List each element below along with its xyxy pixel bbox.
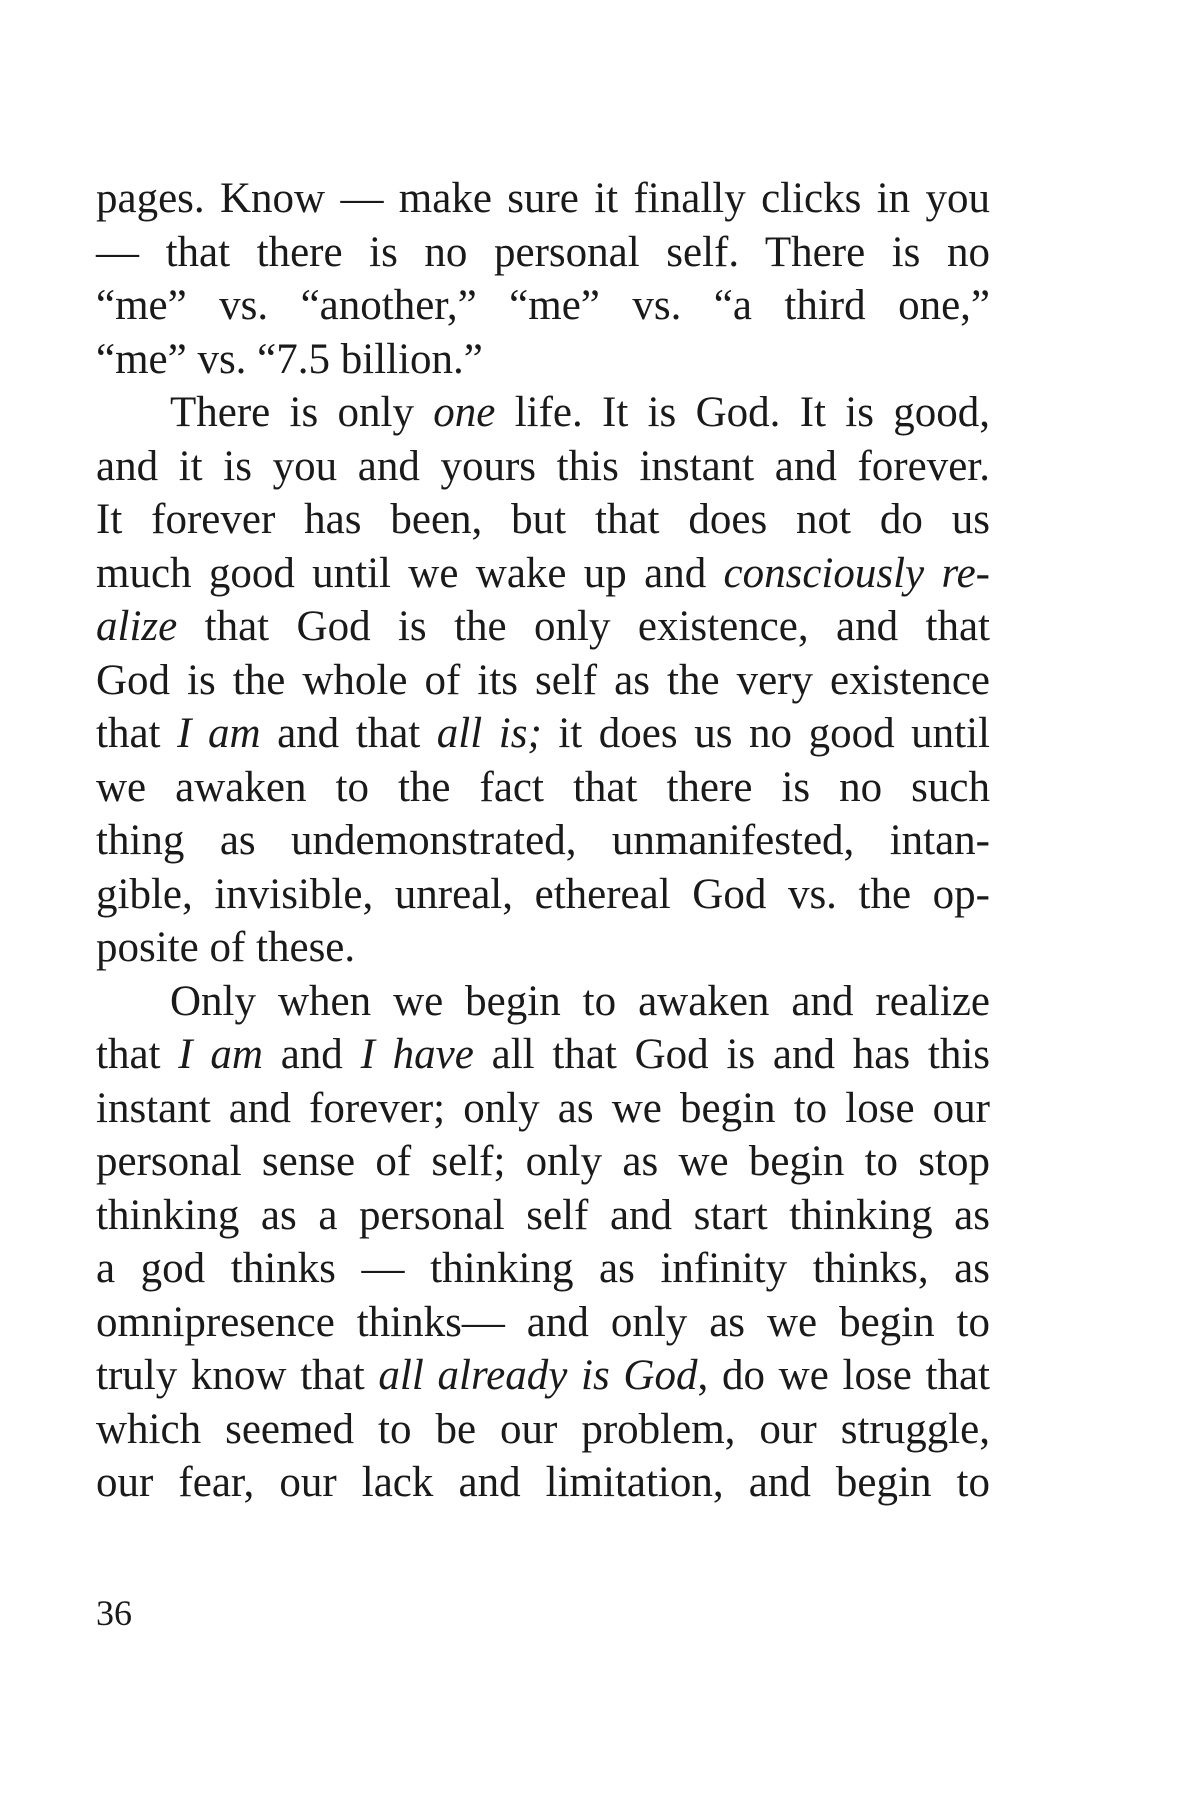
italic-text: all is; [436, 710, 542, 757]
text-run: — that there is no personal self. There is no [96, 228, 990, 276]
text-line [96, 975, 990, 1029]
text-run: and it is you and yours this instant and forever. [96, 442, 990, 490]
text-run: thinking as a personal self and start thinking as [96, 1191, 990, 1239]
text-run: truly know that [96, 1352, 379, 1399]
text-line [96, 600, 990, 654]
text-run: posite of these. [96, 924, 356, 971]
text-run: personal sense of self; only as we begin to stop [96, 1138, 990, 1185]
text-run: a god thinks — thinking as infinity thinks, as [96, 1245, 990, 1292]
italic-text: I have [360, 1031, 474, 1078]
text-line [96, 547, 990, 601]
body-text [96, 172, 990, 1510]
text-run: that God is the only existence, and that [177, 603, 990, 650]
italic-text: I am [177, 710, 261, 757]
text-run: that [96, 1031, 179, 1078]
page-number: 36 [96, 1593, 132, 1633]
italic-text: all already is God [378, 1352, 698, 1399]
text-line [96, 1082, 990, 1136]
text-run: “me” vs. “another,” “me” vs. “a third one,” [96, 282, 990, 329]
text-run: and [262, 1031, 361, 1078]
text-line [96, 1028, 990, 1082]
text-line [96, 440, 990, 494]
text-line [96, 1189, 990, 1243]
text-line [96, 654, 990, 708]
text-line [96, 386, 990, 440]
text-line [96, 1403, 990, 1457]
text-run: which seemed to be our problem, our struggle, [96, 1405, 990, 1453]
text-line [96, 279, 990, 333]
text-run: Only when we begin to awaken and realize [170, 977, 990, 1025]
text-run: It forever has been, but that does not do us [96, 496, 990, 543]
text-line [96, 1456, 990, 1510]
text-run: “me” vs. “7.5 billion.” [96, 335, 483, 383]
italic-text: I am [178, 1031, 263, 1078]
italic-text: alize [96, 603, 178, 650]
text-run: pages. Know — make sure it finally clicks in you [96, 175, 990, 222]
text-run: all that God is and has this [473, 1031, 991, 1078]
text-line [96, 921, 990, 975]
text-run: and that [260, 710, 437, 757]
text-run: thing as undemonstrated, unmanifested, intan- [96, 817, 990, 864]
text-run: life. It is God. It is good, [495, 389, 990, 436]
text-line [96, 493, 990, 547]
text-run: , do we lose that [697, 1352, 991, 1399]
text-run: our fear, our lack and limitation, and begin to [96, 1459, 990, 1506]
text-run: much good until we wake up and [96, 549, 724, 597]
text-line [96, 1242, 990, 1296]
text-run: we awaken to the fact that there is no such [96, 763, 990, 811]
text-run: instant and forever; only as we begin to lose our [96, 1084, 990, 1132]
text-run: omnipresence thinks— and only as we begin to [96, 1298, 990, 1346]
italic-text: one [433, 389, 496, 436]
text-run: gible, invisible, unreal, ethereal God vs. the op- [96, 870, 990, 918]
text-line [96, 333, 990, 387]
text-line [96, 1135, 990, 1189]
text-line [96, 814, 990, 868]
italic-text: consciously re- [723, 549, 990, 597]
text-run: There is only [170, 389, 434, 436]
text-line [96, 868, 990, 922]
text-line [96, 226, 990, 280]
text-line [96, 172, 990, 226]
text-run: that [96, 710, 178, 757]
text-line [96, 761, 990, 815]
text-line [96, 1349, 990, 1403]
text-line [96, 707, 990, 761]
text-run: it does us no good until [541, 710, 990, 757]
text-run: God is the whole of its self as the very existence [96, 656, 990, 704]
text-line [96, 1296, 990, 1350]
